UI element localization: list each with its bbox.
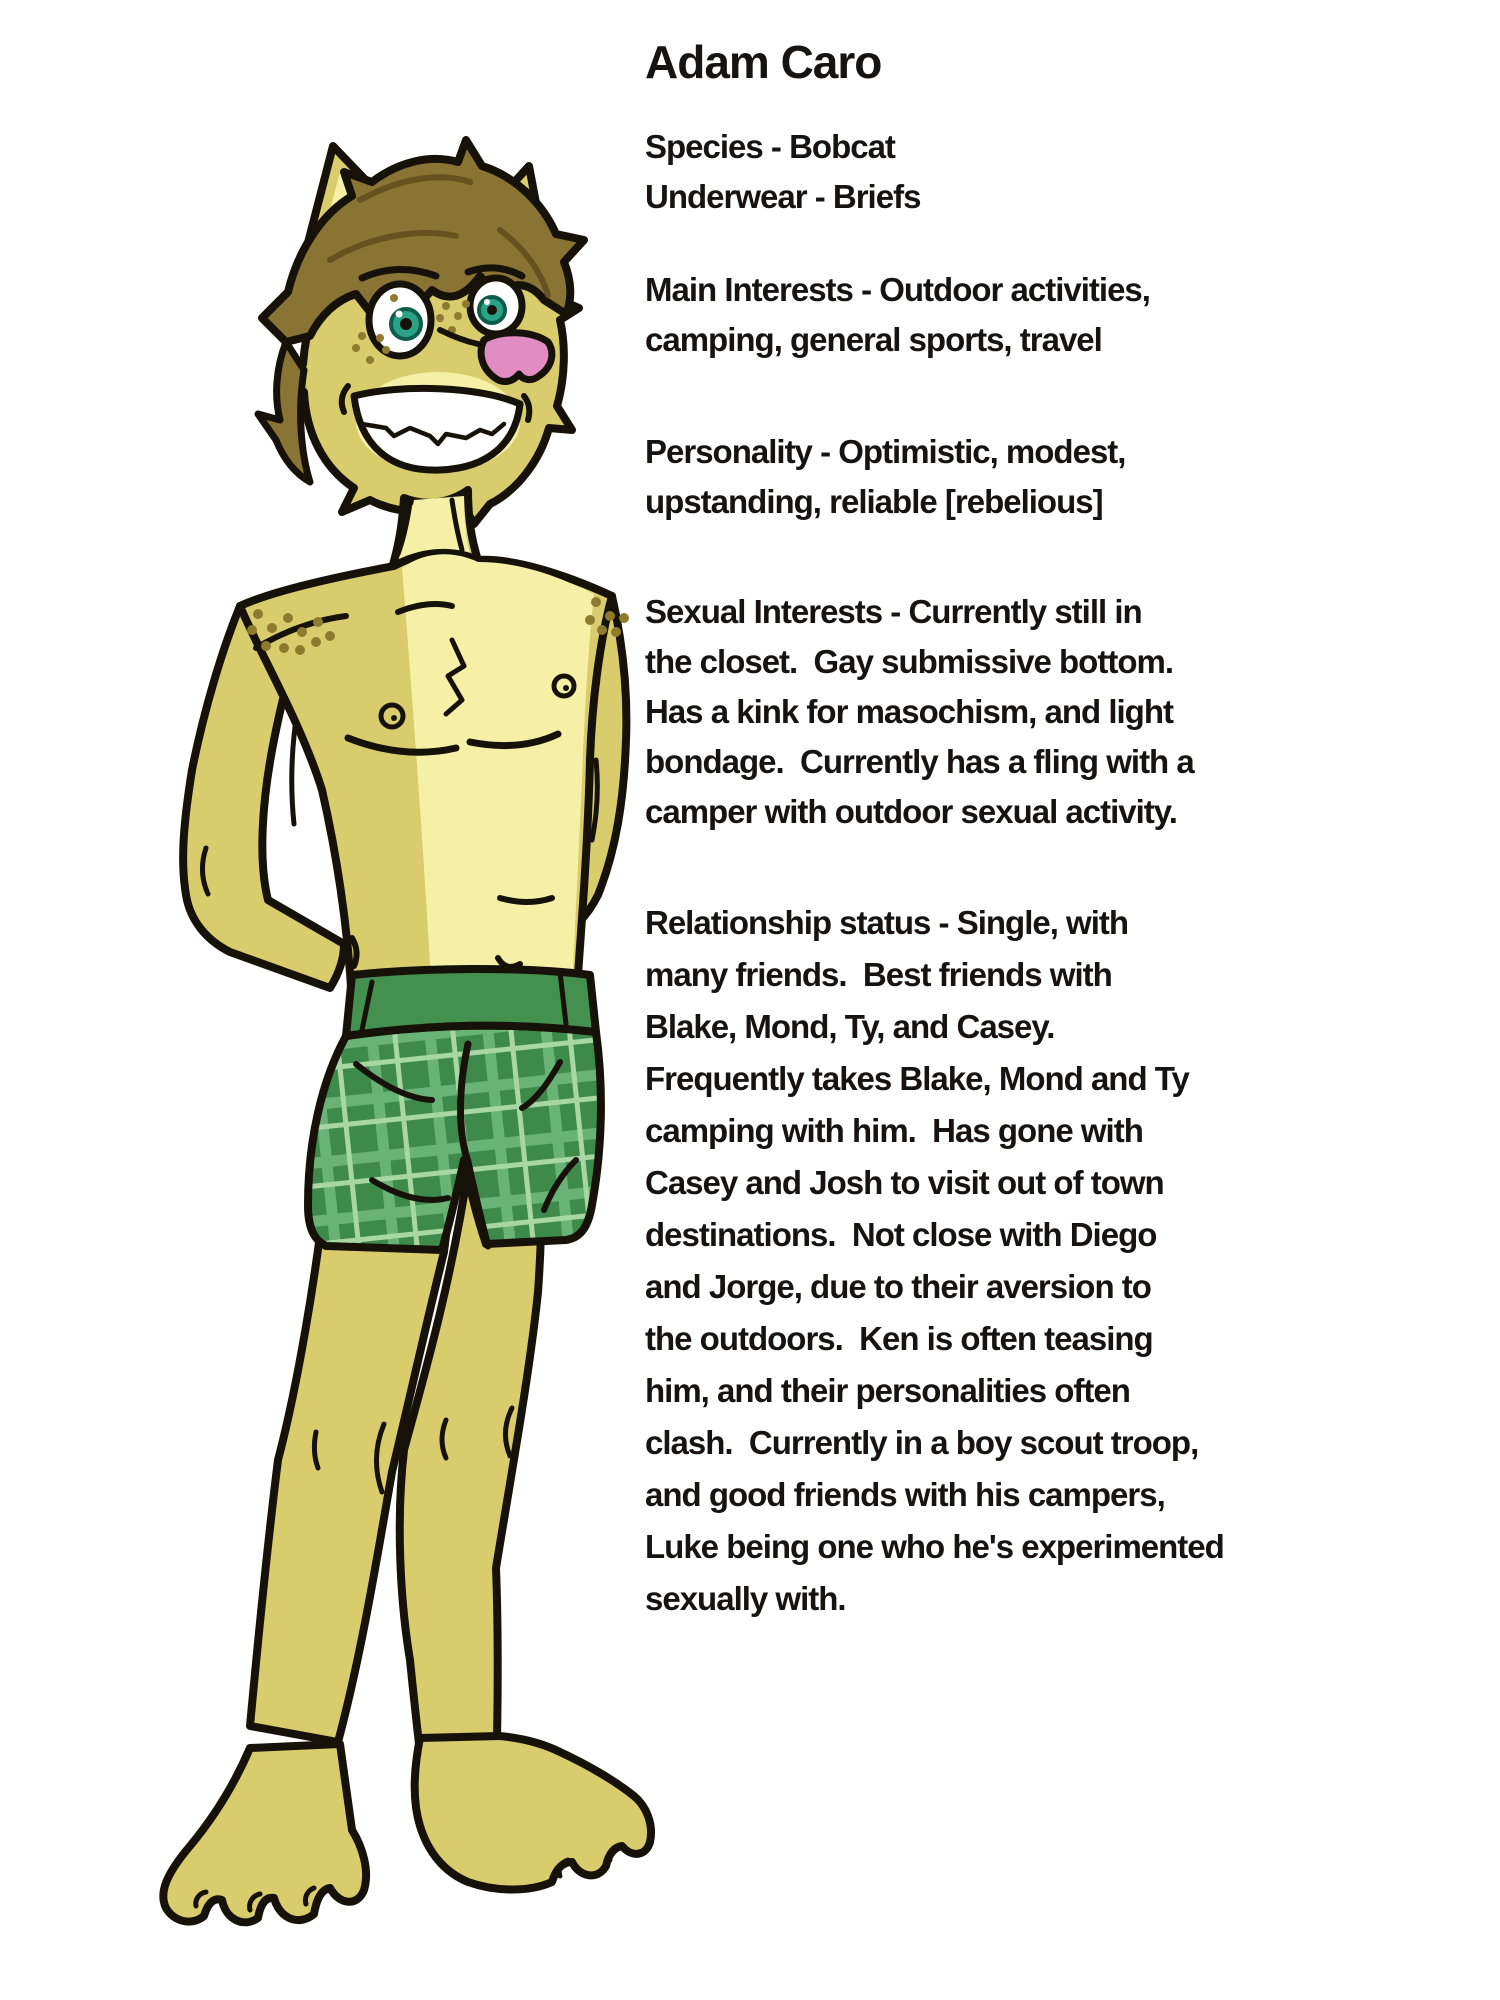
boxer-shorts	[308, 969, 601, 1250]
info-line: bondage. Currently has a fling with a	[645, 743, 1194, 780]
right-foot	[415, 1736, 651, 1890]
info-line: Sexual Interests - Currently still in	[645, 593, 1142, 630]
info-line: Blake, Mond, Ty, and Casey.	[645, 1008, 1055, 1045]
info-line: the outdoors. Ken is often teasing	[645, 1320, 1153, 1357]
info-line: the closet. Gay submissive bottom.	[645, 643, 1173, 680]
info-line: many friends. Best friends with	[645, 956, 1112, 993]
info-line: and good friends with his campers,	[645, 1476, 1165, 1513]
basic-info-block	[645, 122, 1325, 222]
info-line: Main Interests - Outdoor activities,	[645, 271, 1150, 308]
info-line: camper with outdoor sexual activity.	[645, 793, 1177, 830]
info-line: him, and their personalities often	[645, 1372, 1130, 1409]
relationship-status-block	[645, 897, 1325, 1625]
info-line: sexually with.	[645, 1580, 846, 1617]
info-line: Species - Bobcat	[645, 128, 895, 165]
info-line: Personality - Optimistic, modest,	[645, 433, 1126, 470]
info-line: Luke being one who he's experimented	[645, 1528, 1224, 1565]
personality-block	[645, 427, 1325, 527]
main-interests-block	[645, 265, 1325, 365]
info-line: Frequently takes Blake, Mond and Ty	[645, 1060, 1189, 1097]
info-line: Relationship status - Single, with	[645, 904, 1129, 941]
sexual-interests-block	[645, 587, 1325, 837]
info-line: camping with him. Has gone with	[645, 1112, 1143, 1149]
info-line: destinations. Not close with Diego	[645, 1216, 1157, 1253]
info-line: Casey and Josh to visit out of town	[645, 1164, 1164, 1201]
info-line: Underwear - Briefs	[645, 178, 921, 215]
info-line: Has a kink for masochism, and light	[645, 693, 1173, 730]
info-line: upstanding, reliable [rebelious]	[645, 483, 1103, 520]
info-line: and Jorge, due to their aversion to	[645, 1268, 1151, 1305]
character-name: Adam Caro	[645, 36, 882, 88]
info-line: camping, general sports, travel	[645, 321, 1102, 358]
left-foot	[163, 1744, 366, 1922]
info-line: clash. Currently in a boy scout troop,	[645, 1424, 1199, 1461]
